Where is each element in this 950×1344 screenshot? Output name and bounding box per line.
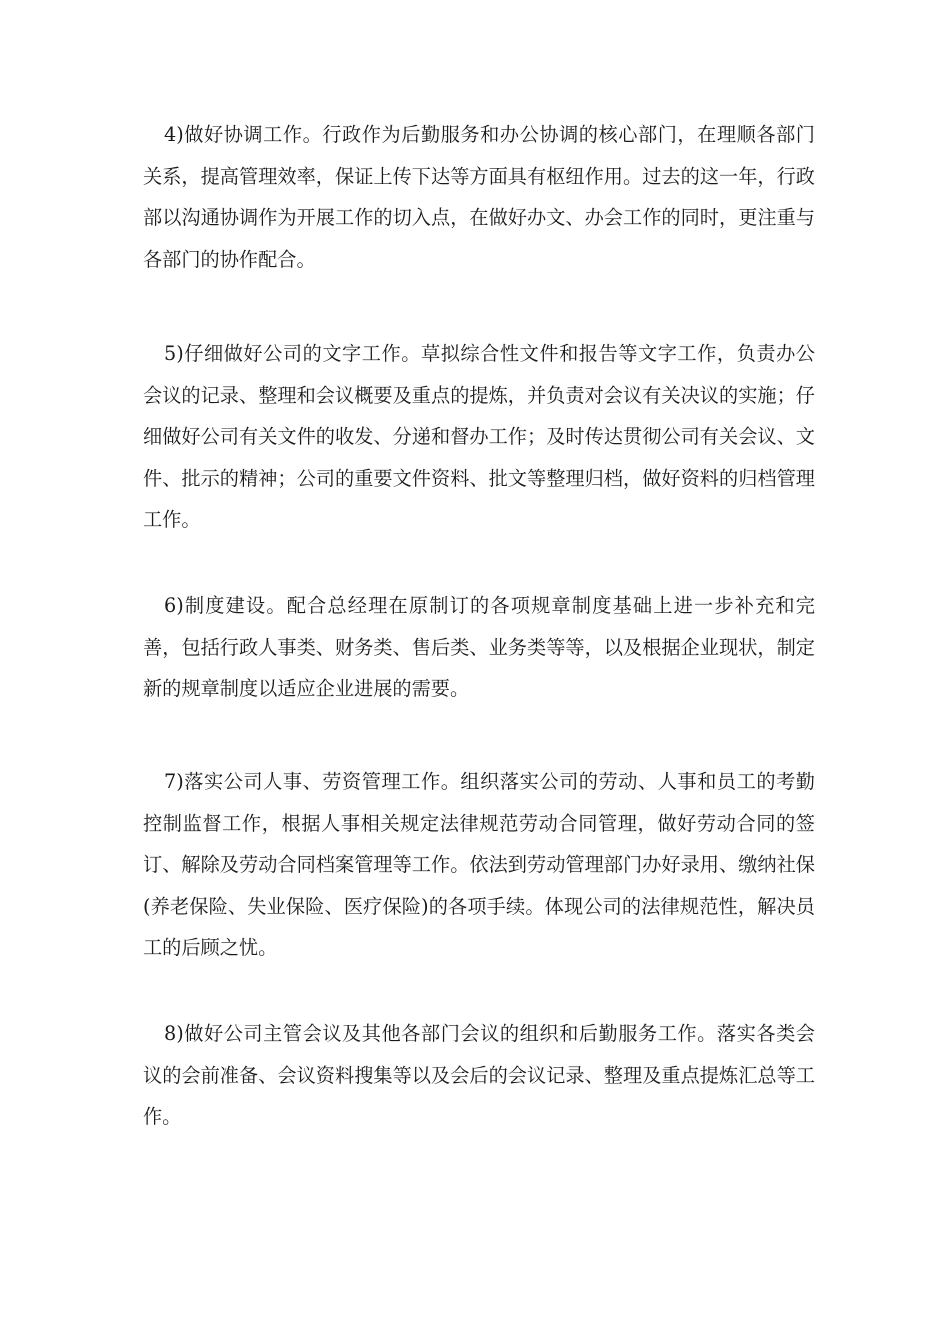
paragraph-item-4: 4)做好协调工作。行政作为后勤服务和办公协调的核心部门，在理顺各部门关系，提高管理效率，保证上传下达等方面具有枢纽作用。过去的这一年，行政部以沟通协调作为开展工作的切入点，在做好办文、办会工作的同时，更注重与各部门的协作配合。 xyxy=(143,123,815,271)
paragraph-item-5: 5)仔细做好公司的文字工作。草拟综合性文件和报告等文字工作，负责办公会议的记录、整理和会议概要及重点的提炼，并负责对会议有关决议的实施；仔细做好公司有关文件的收发、分递和督办工作；及时传达贯彻公司有关会议、文件、批示的精神；公司的重要文件资料、批文等整理归档，做好资料的归档管理工作。 xyxy=(143,342,815,531)
paragraph-item-6: 6)制度建设。配合总经理在原制订的各项规章制度基础上进一步补充和完善，包括行政人事类、财务类、售后类、业务类等等，以及根据企业现状，制定新的规章制度以适应企业进展的需要。 xyxy=(143,594,815,700)
paragraph-item-7: 7)落实公司人事、劳资管理工作。组织落实公司的劳动、人事和员工的考勤控制监督工作，根据人事相关规定法律规范劳动合同管理，做好劳动合同的签订、解除及劳动合同档案管理等工作。依法到劳动管理部门办好录用、缴纳社保(养老保险、失业保险、医疗保险)的各项手续。体现公司的法律规范性，解决员工的后顾之忧。 xyxy=(143,770,815,959)
paragraph-item-8: 8)做好公司主管会议及其他各部门会议的组织和后勤服务工作。落实各类会议的会前准备、会议资料搜集等以及会后的会议记录、整理及重点提炼汇总等工作。 xyxy=(143,1022,815,1128)
